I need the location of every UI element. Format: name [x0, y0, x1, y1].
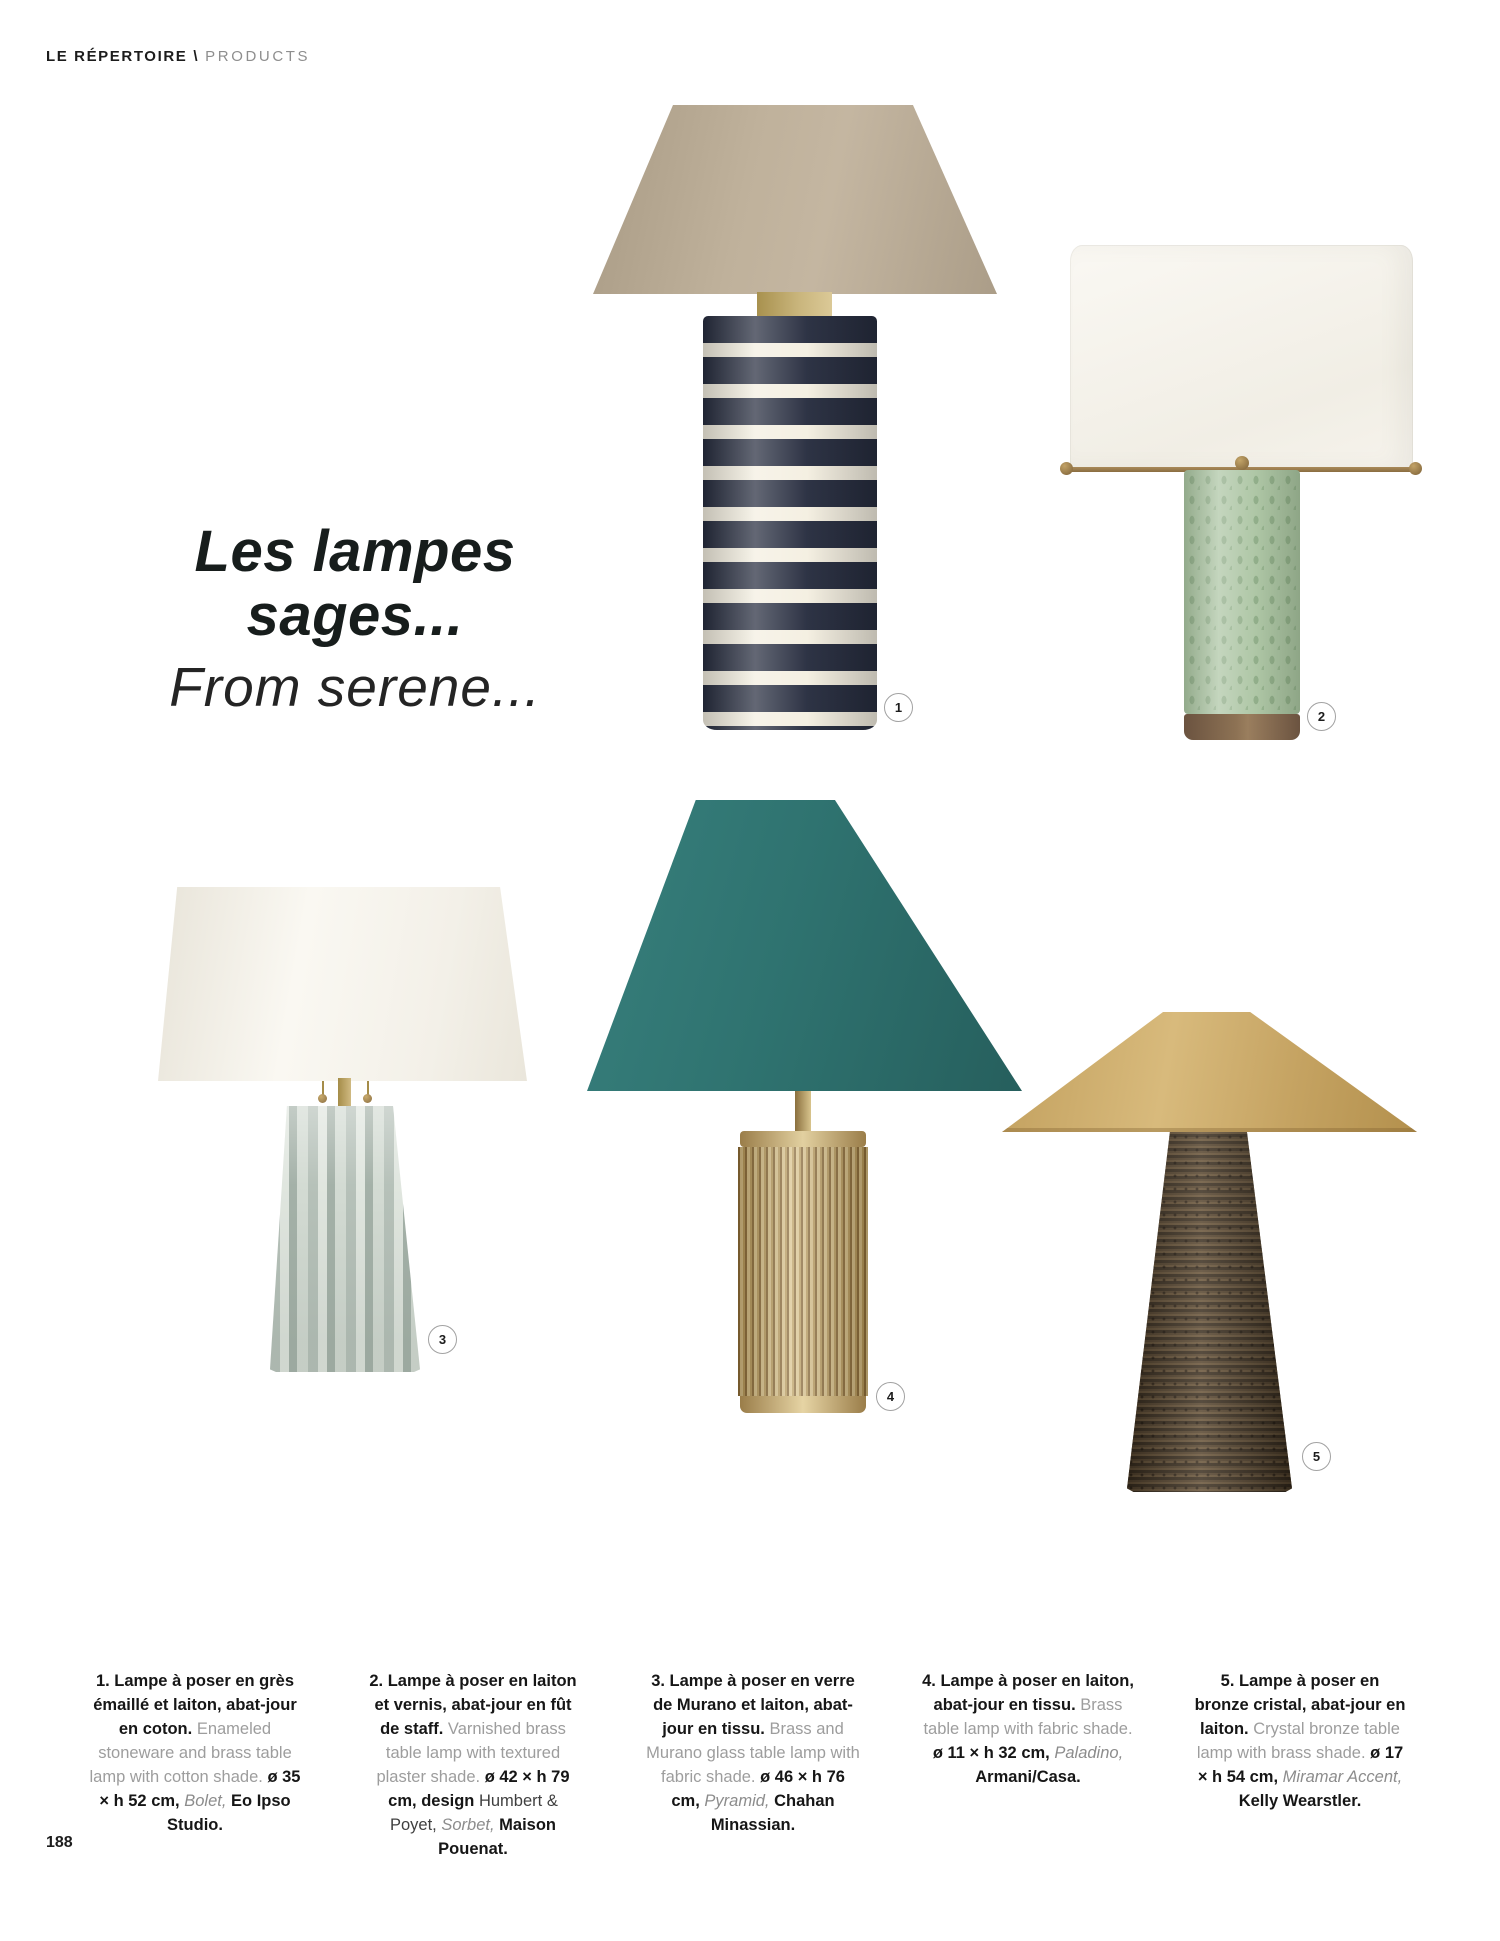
lamp1-brass-neck — [757, 292, 832, 317]
lamp3-pull-chain-left — [322, 1081, 324, 1095]
product2-designer: Humbert & Poyet, — [389, 1792, 558, 1834]
product1-model-name: Bolet, — [184, 1792, 227, 1810]
lamp2-rod-ball-left — [1060, 462, 1073, 475]
lamp4-brass-stem — [795, 1091, 811, 1135]
lamp2-number-badge: 2 — [1307, 702, 1336, 731]
product4-brand: Armani/Casa. — [975, 1768, 1081, 1786]
lamp4-base-bottom-cap — [740, 1396, 866, 1413]
kicker-section-label: LE RÉPERTOIRE — [46, 48, 188, 65]
lamp3-fluted-glass-base — [270, 1106, 420, 1372]
product4-en-text: Brass table lamp with fabric shade. — [923, 1696, 1133, 1738]
lamp4-teal-cone-shade — [587, 800, 1022, 1091]
product4-dimensions: ø 11 × h 32 cm, — [932, 1744, 1050, 1762]
lamp2-white-drum-shade — [1070, 245, 1413, 469]
product3-brand: Chahan Minassian. — [710, 1792, 835, 1834]
lamp2-green-textured-base — [1184, 470, 1300, 714]
lamp2-bronze-foot-ring — [1184, 714, 1300, 740]
lamp3-brass-stem — [338, 1078, 351, 1108]
lamp5-number-badge: 5 — [1302, 1442, 1331, 1471]
product2-brand: Maison Pouenat. — [438, 1816, 556, 1858]
product3-fr-text: 3. Lampe à poser en verre de Murano et laiton, abat-jour en tissu. — [651, 1672, 855, 1738]
kicker-separator: \ — [193, 48, 200, 65]
product5-dimensions: ø 17 × h 54 cm, — [1197, 1744, 1404, 1786]
product1-fr-text: 1. Lampe à poser en grès émaillé et laiton, abat-jour en coton. — [93, 1672, 297, 1738]
lamp3-white-shade — [158, 887, 527, 1081]
product3-dimensions: ø 46 × h 76 cm, — [671, 1768, 845, 1810]
product4-fr-text: 4. Lampe à poser en laiton, abat-jour en tissu. — [922, 1672, 1134, 1714]
lamp5-brass-cone-shade — [1002, 1012, 1417, 1132]
lamp2-rod-ball-right — [1409, 462, 1422, 475]
product3-model-name: Pyramid, — [704, 1792, 770, 1810]
lamp1-taupe-shade — [593, 105, 997, 294]
lamp3-pull-chain-right — [367, 1081, 369, 1095]
kicker-category-label: PRODUCTS — [205, 48, 311, 65]
product1-en-text: Enameled stoneware and brass table lamp with cotton shade. — [89, 1720, 292, 1786]
title-line-3: From serene... — [169, 656, 541, 718]
product-description-1 — [87, 1669, 303, 1837]
product5-en-text: Crystal bronze table lamp with brass shade. — [1196, 1720, 1400, 1762]
lamp3-pull-ball-left — [318, 1094, 327, 1103]
page-title — [105, 520, 605, 720]
product5-brand: Kelly Wearstler. — [1238, 1792, 1362, 1810]
title-line-2: sages... — [246, 583, 464, 648]
lamp1-striped-base — [703, 316, 877, 730]
section-kicker — [46, 48, 310, 65]
title-line-1: Les lampes — [194, 519, 516, 584]
lamp4-base-top-cap — [740, 1131, 866, 1147]
page-number: 188 — [46, 1834, 73, 1851]
lamp4-number-badge: 4 — [876, 1382, 905, 1411]
product-description-2 — [365, 1669, 581, 1861]
product-description-3 — [645, 1669, 861, 1837]
lamp3-number-badge: 3 — [428, 1325, 457, 1354]
product4-model-name: Paladino, — [1054, 1744, 1124, 1762]
product2-model-name: Sorbet, — [441, 1816, 495, 1834]
product-description-5 — [1192, 1669, 1408, 1813]
product1-dimensions: ø 35 × h 52 cm, — [99, 1768, 301, 1810]
product2-fr-text: 2. Lampe à poser en laiton et vernis, abat-jour en fût de staff. — [369, 1672, 577, 1738]
product2-dimensions: ø 42 × h 79 cm, design — [388, 1768, 570, 1810]
lamp3-pull-ball-right — [363, 1094, 372, 1103]
product5-model-name: Miramar Accent, — [1282, 1768, 1403, 1786]
lamp4-ribbed-brass-base — [738, 1147, 868, 1396]
lamp5-ribbed-bronze-base — [1127, 1132, 1292, 1492]
product5-fr-text: 5. Lampe à poser en bronze cristal, abat-jour en laiton. — [1194, 1672, 1406, 1738]
product3-en-text: Brass and Murano glass table lamp with fabric shade. — [646, 1720, 860, 1786]
product-description-4 — [920, 1669, 1136, 1789]
lamp2-brass-finial — [1235, 456, 1249, 470]
product2-en-text: Varnished brass table lamp with textured plaster shade. — [376, 1720, 566, 1786]
lamp1-number-badge: 1 — [884, 693, 913, 722]
product1-brand: Eo Ipso Studio. — [167, 1792, 291, 1834]
